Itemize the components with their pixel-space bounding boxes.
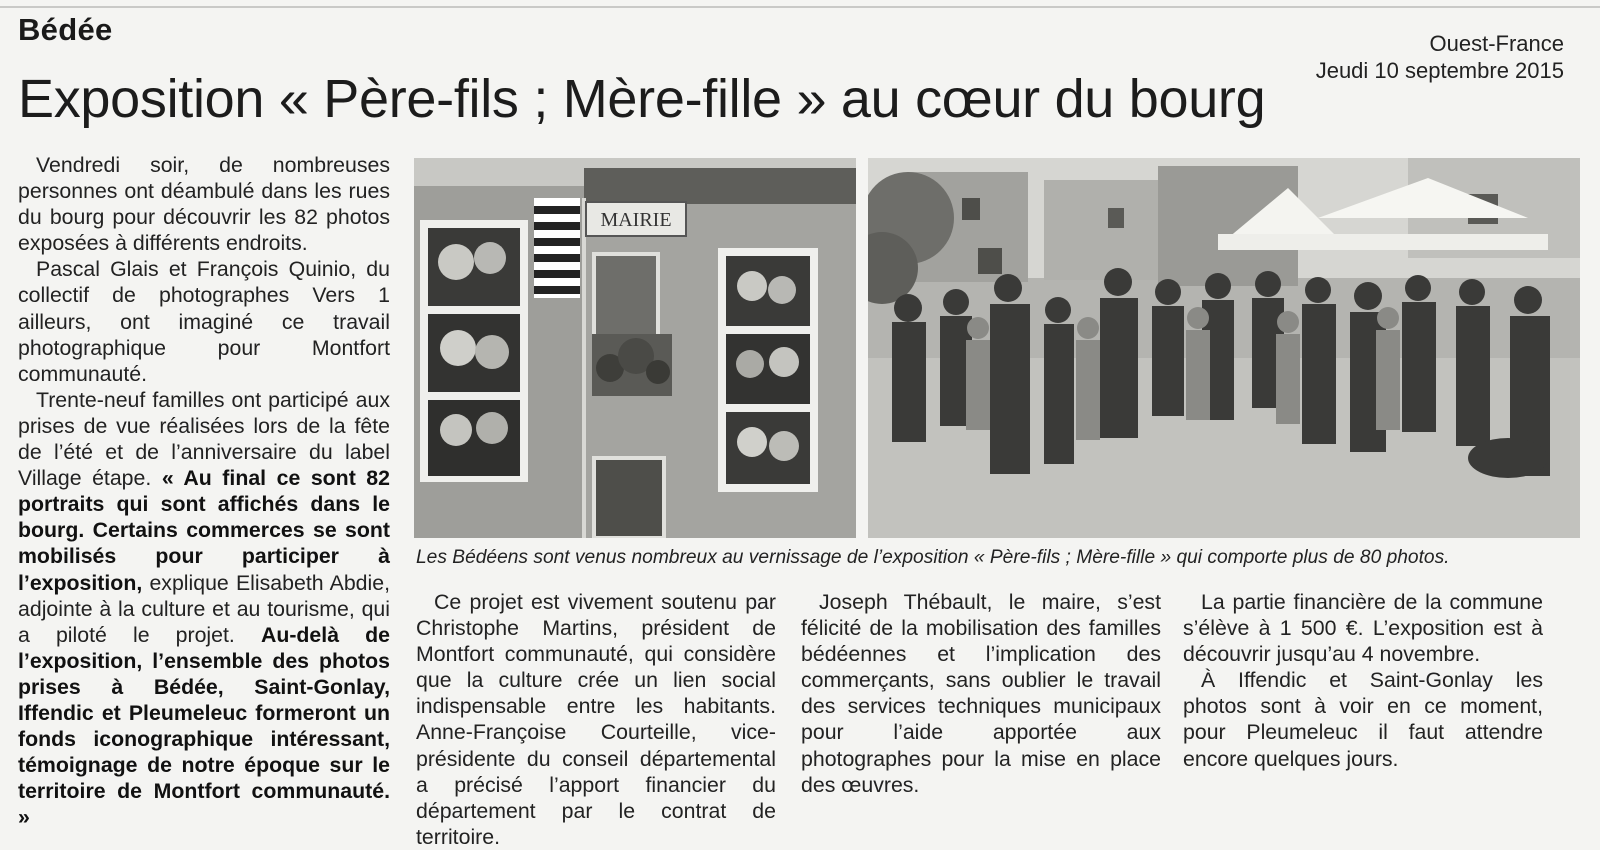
quote-text: Au-delà de l’exposition, l’ensemble des photos prises à Bédée, Saint-Gonlay, Iffendic et Pleumeleuc formeront un fonds iconographique intéressant, témoignage de notre époque sur le territoire de Montfort communauté. » xyxy=(18,622,390,830)
top-rule xyxy=(0,6,1600,8)
mairie-sign: MAIRIE xyxy=(600,209,672,231)
paragraph xyxy=(18,256,390,386)
article-column-4 xyxy=(1183,589,1543,772)
quote-text: « Au final ce sont 82 portraits qui sont affichés dans le bourg. Certains commerces se sont mobilisés pour participer à l’exposition, xyxy=(18,466,390,595)
body-text: La partie financière de la commune s’élève à 1 500 €. L’exposition est à découvrir jusqu’au 4 novembre. xyxy=(1183,590,1543,667)
publication-date: Jeudi 10 septembre 2015 xyxy=(1315,58,1564,83)
headline: Exposition « Père-fils ; Mère-fille » au cœur du bourg xyxy=(18,69,1266,129)
paragraph xyxy=(18,152,390,256)
paragraph xyxy=(18,387,390,831)
photo-caption: Les Bédéens sont venus nombreux au vernissage de l’exposition « Père-fils ; Mère-fille » qui comporte plus de 80 photos. xyxy=(416,547,1450,568)
paragraph xyxy=(416,589,776,850)
body-text: explique Elisabeth Abdie, adjointe à la culture et au tourisme, qui a piloté le projet. xyxy=(18,570,390,647)
paragraph xyxy=(1183,589,1543,667)
town-hall-photo xyxy=(414,158,856,538)
body-text: Joseph Thébault, le maire, s’est félicité de la mobilisation des familles bédéennes et l’implication des commerçants, sans oublier le travail des services techniques municipaux pour l’aide apportée aux photographes pour la mise en place des œuvres. xyxy=(801,590,1161,797)
publication-name: Ouest-France xyxy=(1429,31,1564,56)
body-text: Vendredi soir, de nombreuses personnes ont déambulé dans les rues du bourg pour découvrir les 82 photos exposées à différents endroits. xyxy=(18,153,390,256)
source-block xyxy=(1316,30,1564,84)
crowd-photo xyxy=(868,158,1580,538)
body-text: À Iffendic et Saint-Gonlay les photos sont à voir en ce moment, pour Pleumeleuc il faut attendre encore quelques jours. xyxy=(1183,668,1543,771)
paragraph xyxy=(801,589,1161,798)
body-text: Pascal Glais et François Quinio, du collectif de photographes Vers 1 ailleurs, ont imaginé ce travail photographique pour Montfort communauté. xyxy=(18,257,390,386)
article-column-2 xyxy=(416,589,776,850)
article-column-3 xyxy=(801,589,1161,798)
paragraph xyxy=(1183,667,1543,771)
body-text: Trente-neuf familles ont participé aux prises de vue réalisées lors de la fête de l’été et de l’anniversaire du label Village étape. xyxy=(18,387,390,491)
article-column-1 xyxy=(18,152,390,830)
body-text: Ce projet est vivement soutenu par Christophe Martins, président de Montfort communauté, qui considère que la culture crée un lien social indispensable entre les habitants. Anne-Françoise Courteille, vice-présidente du conseil départemental a précisé l’apport financier du département par le contrat de territoire. xyxy=(416,590,776,849)
section-title: Bédée xyxy=(18,12,113,47)
